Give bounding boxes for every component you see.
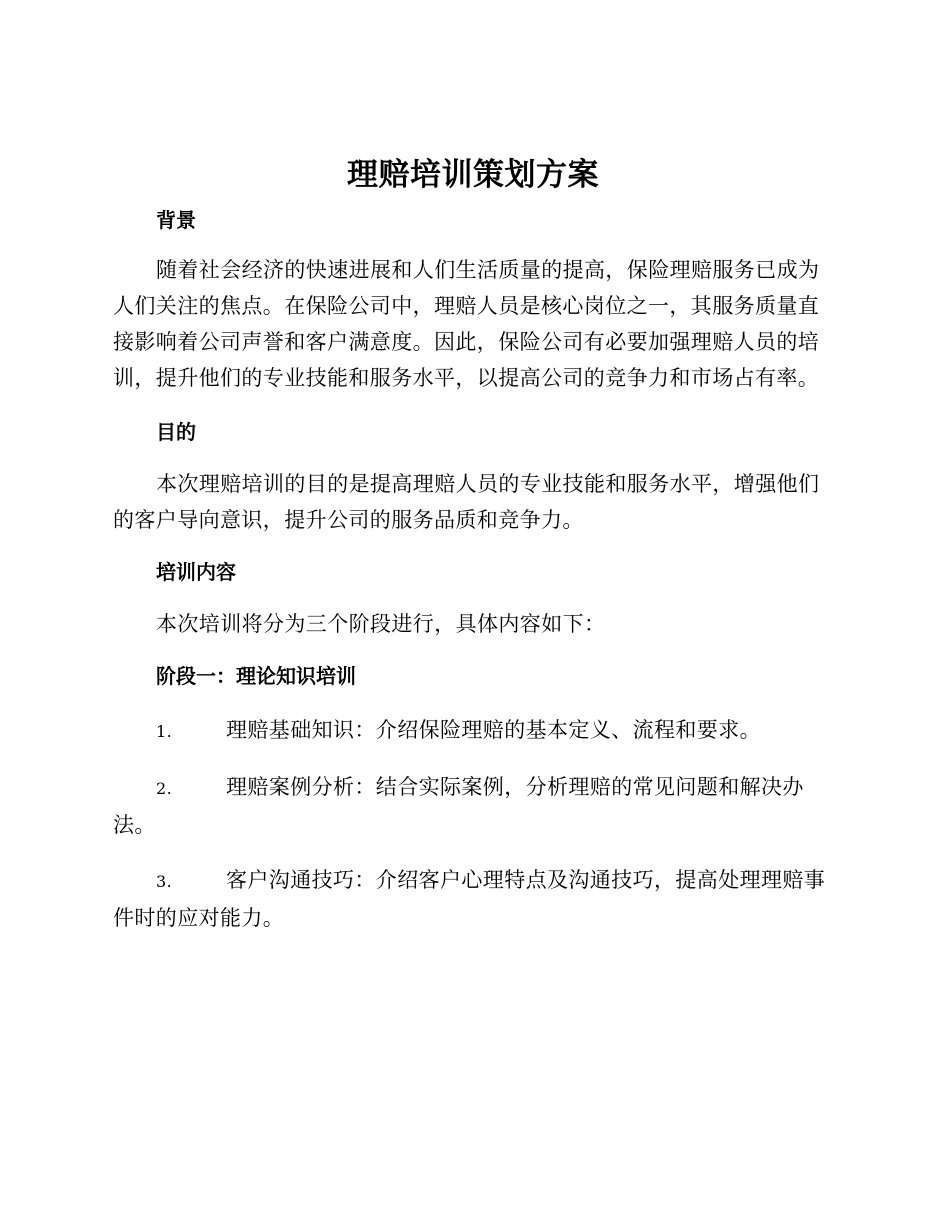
list-item-text: 理赔案例分析：结合实际案例，分析理赔的常见问题和解决办法。 — [113, 775, 804, 837]
section-heading-purpose: 目的 — [156, 420, 196, 444]
purpose-paragraph: 本次理赔培训的目的是提高理赔人员的专业技能和服务水平，增强他们的客户导向意识，提升公司的服务品质和竞争力。 — [113, 472, 820, 532]
list-number: 1. — [156, 722, 173, 741]
list-item-text: 理赔基础知识：介绍保险理赔的基本定义、流程和要求。 — [226, 718, 761, 742]
list-item-text: 客户沟通技巧：介绍客户心理特点及沟通技巧，提高处理理赔事件时的应对能力。 — [113, 868, 826, 930]
document-body — [113, 148, 833, 936]
spacer — [113, 238, 833, 252]
spacer — [113, 843, 833, 862]
spacer — [113, 538, 833, 554]
list-item — [113, 862, 833, 936]
spacer — [113, 450, 833, 466]
list-item — [113, 712, 833, 750]
background-paragraph: 随着社会经济的快速进展和人们生活质量的提高，保险理赔服务已成为人们关注的焦点。在保险公司中，理赔人员是核心岗位之一，其服务质量直接影响着公司声誉和客户满意度。因此，保险公司有必要加强理赔人员的培训，提升他们的专业技能和服务水平，以提高公司的竞争力和市场占有率。 — [113, 258, 820, 390]
spacer — [113, 642, 833, 658]
section-heading-background: 背景 — [156, 208, 196, 232]
spacer — [113, 590, 833, 606]
document-title: 理赔培训策划方案 — [347, 157, 599, 193]
list-item — [113, 769, 833, 843]
list-number: 3. — [156, 872, 173, 891]
section-heading-content: 培训内容 — [156, 560, 236, 584]
spacer — [113, 750, 833, 769]
section-heading-stage1: 阶段一：理论知识培训 — [156, 664, 356, 688]
spacer — [113, 396, 833, 414]
list-number: 2. — [156, 779, 173, 798]
content-paragraph: 本次培训将分为三个阶段进行，具体内容如下： — [156, 612, 606, 636]
spacer — [113, 694, 833, 712]
